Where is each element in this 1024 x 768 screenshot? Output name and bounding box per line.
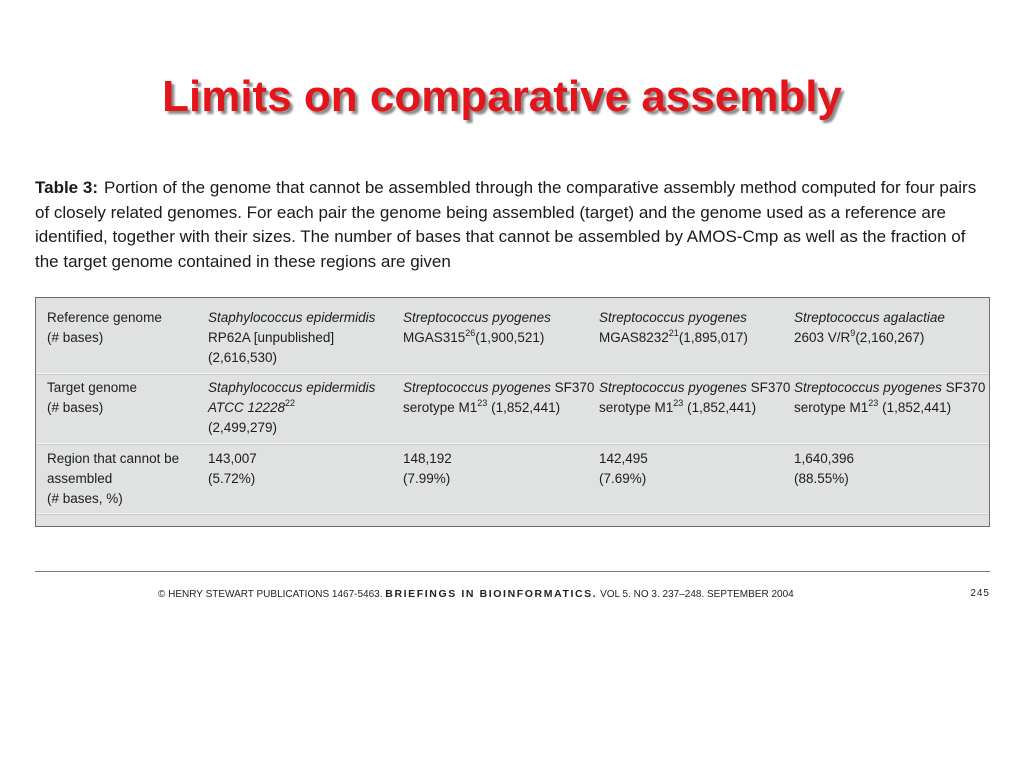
slide-title: Limits on comparative assembly bbox=[162, 72, 842, 121]
footer-citation bbox=[158, 588, 794, 600]
reference-cell-4: Streptococcus agalactiae 2603 $V/R^9(2,160,267)$ bbox=[794, 310, 945, 345]
footer-journal: BRIEFINGS IN BIOINFORMATICS. bbox=[385, 588, 598, 600]
row-divider bbox=[36, 443, 989, 445]
target-cell-1: Staphylococcus epidermidis ATCC 12228$^{22}$ (2,499,279) bbox=[208, 380, 376, 435]
row-label-region: Region that cannot be assembled (# bases, %) bbox=[47, 451, 180, 506]
region-cell-1: 143,007 (5.72%) bbox=[208, 451, 257, 486]
region-cell-2: 148,192 (7.99%) bbox=[403, 451, 452, 486]
target-cell-4: Streptococcus pyogenes SF370 serotype $M1^{23}$ (1,852,441) bbox=[794, 380, 986, 415]
reference-cell-1: Staphylococcus epidermidis RP62A [unpublished] (2,616,530) bbox=[208, 310, 376, 365]
region-cell-3: 142,495 (7.69%) bbox=[599, 451, 648, 486]
row-label-target: Target genome (# bases) bbox=[47, 380, 138, 415]
footer-copyright: © HENRY STEWART PUBLICATIONS 1467-5463. bbox=[158, 589, 383, 600]
genome-table bbox=[35, 297, 990, 527]
row-divider bbox=[36, 513, 989, 515]
target-cell-2: Streptococcus pyogenes SF370 serotype $M1^{23}$ (1,852,441) bbox=[403, 380, 595, 415]
footer-divider bbox=[35, 571, 990, 572]
footer-volume: VOL 5. NO 3. 237–248. SEPTEMBER 2004 bbox=[600, 589, 794, 600]
region-cell-4: 1,640,396 (88.55%) bbox=[794, 451, 855, 486]
table-caption bbox=[35, 176, 990, 274]
row-label-reference: Reference genome (# bases) bbox=[47, 310, 162, 345]
caption-label: Table 3: bbox=[35, 178, 98, 197]
reference-cell-2: Streptococcus pyogenes $MGAS315^{26}(1,900,521)$ bbox=[403, 310, 551, 345]
page-number: 245 bbox=[970, 588, 990, 599]
row-divider bbox=[36, 373, 989, 375]
reference-cell-3: Streptococcus pyogenes MGAS8232$^{21}$(1,895,017) bbox=[599, 310, 748, 345]
caption-text: Portion of the genome that cannot be assembled through the comparative assembly method computed for four pairs of closely related genomes. For each pair the genome being assembled (target) and the genome used as a reference are identified, together with their sizes. The number of bases that cannot be assembled by AMOS-Cmp as well as the fraction of the target genome contained in these regions are given bbox=[35, 178, 977, 271]
target-cell-3: Streptococcus pyogenes SF370 serotype $M1^{23}$ (1,852,441) bbox=[599, 380, 791, 415]
